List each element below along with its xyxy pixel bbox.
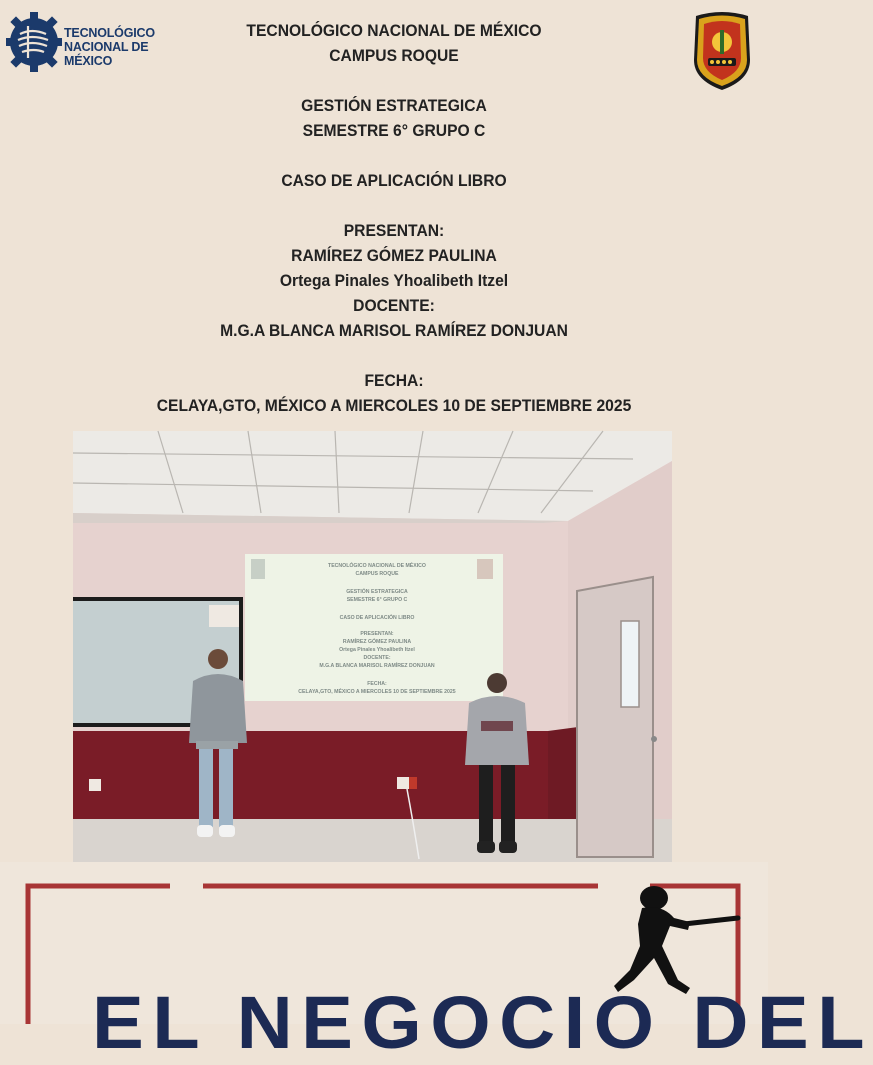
- slide-line-2: CAMPUS ROQUE: [355, 571, 399, 577]
- presenter-1: RAMÍREZ GÓMEZ PAULINA: [291, 246, 497, 265]
- slide-line-7: RAMÍREZ GÓMEZ PAULINA: [342, 639, 412, 645]
- presenters-label: PRESENTAN:: [343, 221, 445, 240]
- institution-name: TECNOLÓGICO NACIONAL DE MÉXICO: [246, 21, 542, 40]
- teacher-label: DOCENTE:: [353, 296, 435, 315]
- slide-line-6: PRESENTAN:: [360, 631, 394, 637]
- slide-line-1: TECNOLÓGICO NACIONAL DE MÉXICO: [328, 563, 426, 569]
- slide-line-8: Ortega Pinales Yhoalibeth Itzel: [339, 647, 415, 653]
- subject-name: GESTIÓN ESTRATEGICA: [301, 96, 487, 115]
- slide-line-3: GESTIÓN ESTRATEGICA: [346, 589, 408, 595]
- cover-title: EL NEGOCIO DEL: [92, 981, 873, 1064]
- tecnm-wordmark-line-1: TECNOLÓGICO: [64, 26, 155, 40]
- slide-line-9: DOCENTE:: [363, 655, 391, 661]
- slide-line-5: CASO DE APLICACIÓN LIBRO: [339, 615, 415, 621]
- teacher-name: M.G.A BLANCA MARISOL RAMÍREZ DONJUAN: [220, 321, 568, 340]
- slide-line-4: SEMESTRE 6° GRUPO C: [346, 597, 408, 603]
- classroom-photo: [73, 431, 672, 862]
- slide-line-12: CELAYA,GTO, MÉXICO A MIERCOLES 10 DE SEPTIEMBRE 2025: [298, 689, 456, 695]
- assignment-title: CASO DE APLICACIÓN LIBRO: [281, 171, 507, 190]
- campus-name: CAMPUS ROQUE: [329, 46, 459, 65]
- title-text-block: [87, 18, 702, 418]
- date-label: FECHA:: [364, 371, 424, 390]
- slide-line-10: M.G.A BLANCA MARISOL RAMÍREZ DONJUAN: [319, 663, 435, 669]
- tecnm-emblem-icon: [6, 4, 62, 78]
- presenter-2: Ortega Pinales Yhoalibeth Itzel: [279, 271, 509, 290]
- semester-group: SEMESTRE 6° GRUPO C: [302, 121, 486, 140]
- classroom-photo-illustration: [73, 431, 672, 862]
- book-cover-section: [0, 862, 873, 1064]
- slide-line-11: FECHA:: [367, 681, 387, 687]
- date-place: CELAYA,GTO, MÉXICO A MIERCOLES 10 DE SEPTIEMBRE 2025: [156, 396, 632, 415]
- tecnm-wordmark-line-2: NACIONAL DE MÉXICO: [64, 40, 149, 68]
